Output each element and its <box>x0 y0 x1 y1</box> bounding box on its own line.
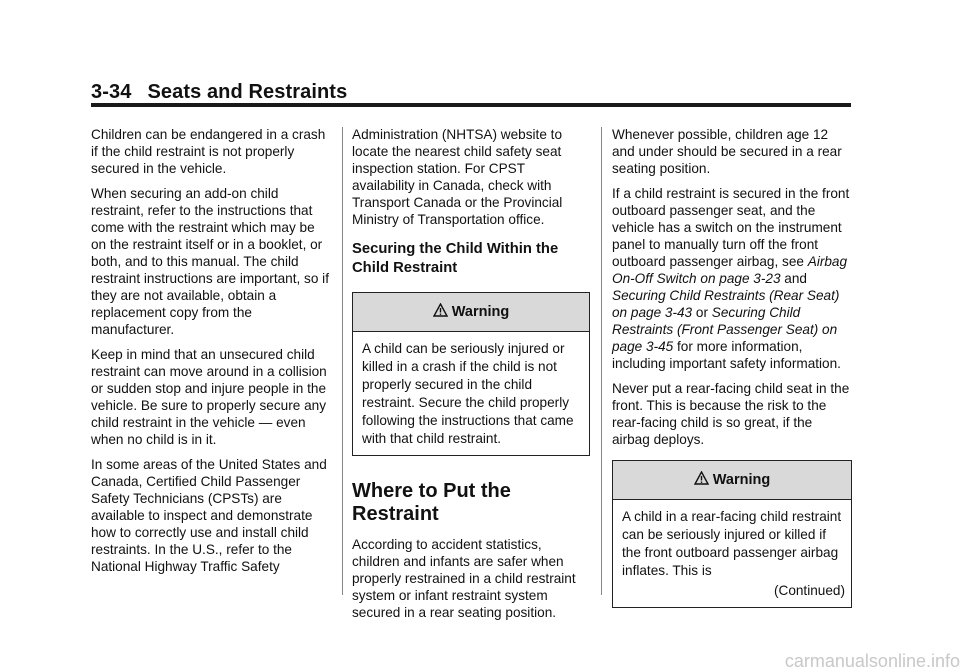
paragraph: Administration (NHTSA) website to locate the nearest child safety seat inspection station. For CPST availability in Canada, check with Transport Canada or the Provincial Ministry of Transportation office. <box>352 127 563 227</box>
page-reference-link[interactable]: Airbag On-Off Switch on page 3-23 <box>612 254 848 286</box>
watermark: carmanualsonline.info <box>784 651 960 671</box>
column-divider <box>342 127 343 595</box>
section-heading: Where to Put the Restraint <box>352 480 511 525</box>
paragraph: According to accident statistics, children and infants are safer when properly restrained in a child restraint system or infant restraint system secured in a rear seating position. <box>352 537 576 620</box>
page-header <box>91 81 347 104</box>
warning-title: Warning <box>451 304 510 320</box>
warning-header <box>353 293 589 332</box>
paragraph: Never put a rear-facing child seat in the front. This is because the risk to the rear-facing child is so great, if the airbag deploys. <box>612 381 850 447</box>
warning-box <box>352 292 590 456</box>
warning-header <box>613 461 851 500</box>
warning-box <box>612 460 852 608</box>
warning-text: A child can be seriously injured or killed in a crash if the child is not properly secured in the child restraint. Secure the child properly following the instructions that came with that child restraint. <box>362 341 574 446</box>
page-reference-link[interactable]: Securing Child Restraints (Rear Seat) on page 3-43 <box>612 288 840 320</box>
subsection-heading: Securing the Child Within the Child Restraint <box>352 241 559 276</box>
header-rule <box>91 103 851 107</box>
column-3 <box>612 126 852 622</box>
page-reference-link[interactable]: Securing Child Restraints (Front Passenger Seat) on page 3-45 <box>612 305 838 354</box>
paragraph: In some areas of the United States and Canada, Certified Child Passenger Safety Technicians (CPSTs) are available to inspect and demonstrate how to correctly use and install child restraints. In the U.S., refer to the National Highway Traffic Safety <box>91 457 327 574</box>
column-divider <box>601 127 602 595</box>
warning-body-text: A child in a rear-facing child restraint can be seriously injured or killed if the front outboard passenger airbag inflates. This is <box>622 509 842 578</box>
warning-triangle-icon <box>433 303 448 321</box>
paragraph: When securing an add-on child restraint, refer to the instructions that come with the restraint which may be on the restraint itself or in a booklet, or both, and to this manual. The child restraint instructions are important, so if they are not available, obtain a replacement copy from the manufacturer. <box>91 186 329 337</box>
paragraph-with-references <box>612 185 852 372</box>
section-title: Seats and Restraints <box>147 81 348 103</box>
paragraph: Keep in mind that an unsecured child restraint can move around in a collision or sudden stop and injure people in the vehicle. Be sure to properly secure any child restraint in the vehicle — even when no child is in it. <box>91 347 327 447</box>
paragraph: Whenever possible, children age 12 and under should be secured in a rear seating position. <box>612 127 842 176</box>
warning-title: Warning <box>712 472 771 488</box>
text-run: and <box>780 271 807 286</box>
page-number: 3-34 <box>91 81 132 103</box>
text-run: for more information, including important safety information. <box>612 339 841 371</box>
column-2 <box>352 126 590 629</box>
warning-triangle-icon <box>694 471 709 489</box>
text-run: or <box>692 305 712 320</box>
column-1 <box>91 126 332 583</box>
text-run: If a child restraint is secured in the front outboard passenger seat, and the vehicle has a switch on the instrument panel to manually turn off the front outboard passenger airbag, see <box>612 186 850 269</box>
warning-text <box>613 500 851 607</box>
continued-label: (Continued) <box>773 583 845 598</box>
paragraph: Children can be endangered in a crash if the child restraint is not properly secured in the vehicle. <box>91 127 326 176</box>
